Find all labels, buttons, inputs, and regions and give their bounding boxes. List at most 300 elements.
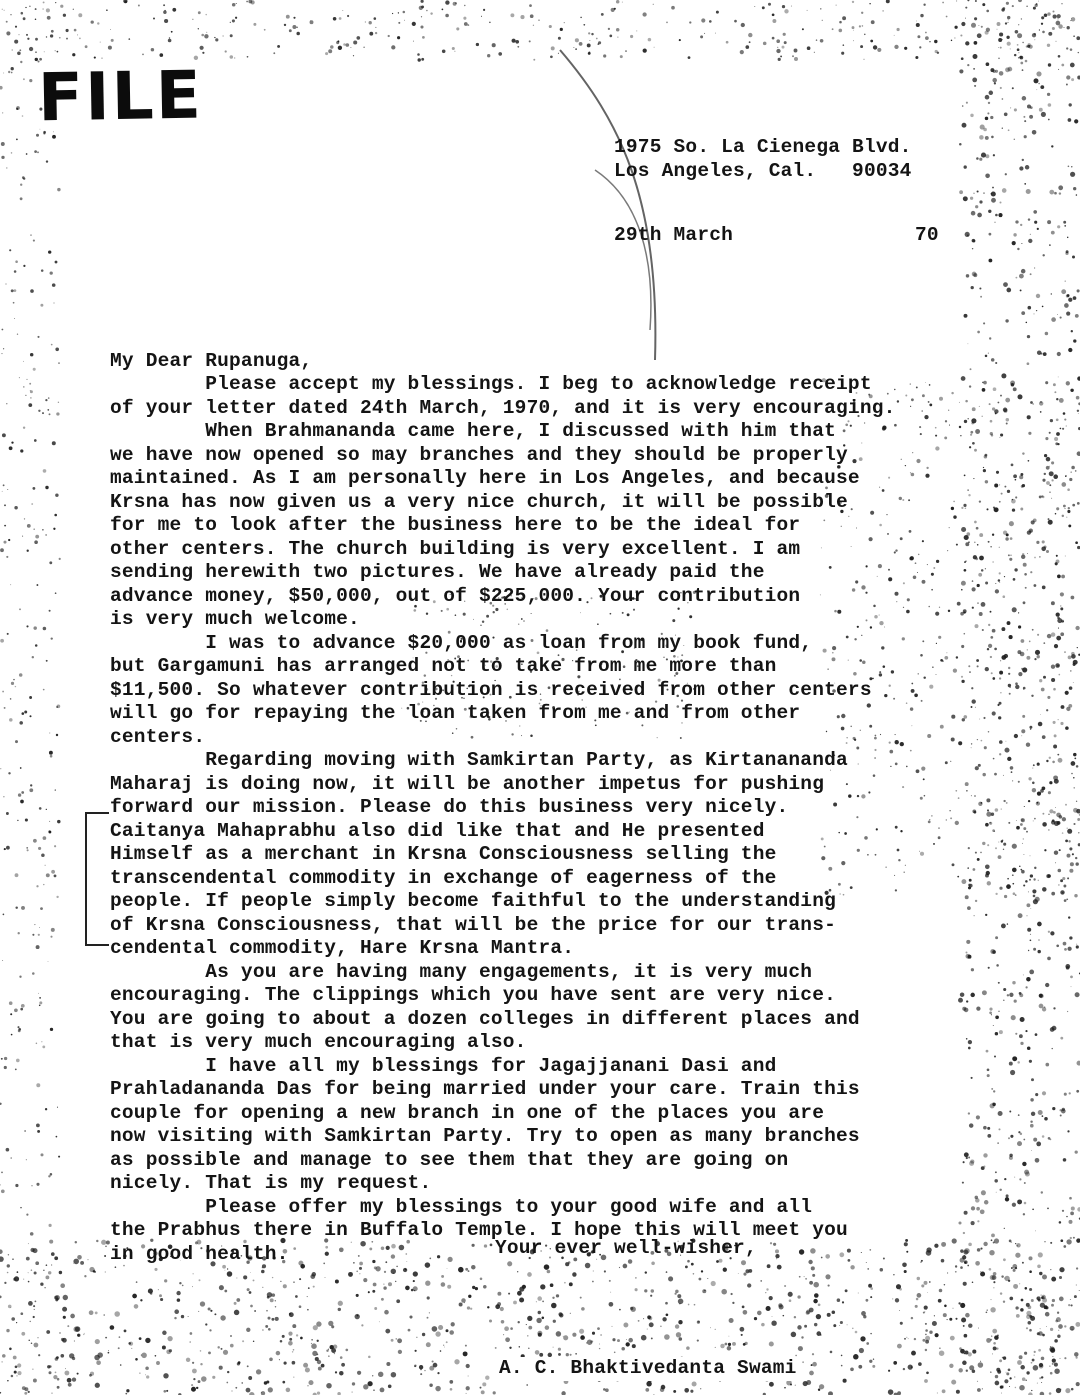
noise-speck — [1057, 14, 1061, 18]
noise-speck — [974, 17, 977, 20]
noise-speck — [536, 1301, 537, 1302]
noise-speck — [1006, 884, 1011, 889]
noise-speck — [826, 731, 827, 732]
noise-speck — [73, 1259, 79, 1265]
noise-speck — [1070, 1237, 1072, 1239]
noise-speck — [775, 1254, 779, 1258]
noise-speck — [894, 45, 898, 49]
noise-speck — [1029, 115, 1033, 119]
noise-speck — [551, 1303, 557, 1309]
noise-speck — [976, 659, 979, 662]
noise-speck — [379, 1321, 380, 1322]
noise-speck — [15, 906, 17, 908]
noise-speck — [21, 1004, 25, 1008]
noise-speck — [1064, 1357, 1066, 1359]
noise-speck — [969, 879, 972, 882]
noise-speck — [311, 1343, 312, 1344]
noise-speck — [924, 1311, 925, 1312]
noise-speck — [50, 271, 53, 274]
noise-speck — [35, 18, 37, 20]
noise-speck — [19, 49, 21, 51]
noise-speck — [28, 1243, 29, 1244]
noise-speck — [311, 1343, 317, 1349]
noise-speck — [984, 746, 987, 749]
noise-speck — [372, 1375, 373, 1376]
noise-speck — [938, 1299, 942, 1303]
noise-speck — [988, 353, 989, 354]
noise-speck — [44, 51, 45, 52]
noise-speck — [44, 1287, 45, 1288]
noise-speck — [1055, 807, 1056, 808]
noise-speck — [945, 761, 948, 764]
noise-speck — [220, 1315, 225, 1320]
noise-speck — [1076, 1357, 1078, 1359]
noise-speck — [28, 1301, 33, 1306]
noise-speck — [188, 1316, 189, 1317]
noise-speck — [268, 1328, 271, 1331]
noise-speck — [480, 1278, 483, 1281]
noise-speck — [141, 1353, 147, 1359]
noise-speck — [665, 1302, 668, 1305]
noise-speck — [966, 952, 968, 954]
noise-speck — [452, 732, 454, 734]
noise-speck — [561, 1391, 565, 1395]
noise-speck — [1016, 820, 1017, 821]
noise-speck — [246, 1328, 250, 1332]
noise-speck — [230, 1335, 232, 1337]
noise-speck — [1052, 1107, 1055, 1110]
noise-speck — [1021, 269, 1026, 274]
noise-speck — [993, 1090, 995, 1092]
noise-speck — [1057, 443, 1059, 445]
noise-speck — [8, 1305, 12, 1309]
noise-speck — [1010, 766, 1014, 770]
noise-speck — [583, 24, 585, 26]
noise-speck — [867, 703, 871, 707]
noise-speck — [622, 2, 623, 3]
noise-speck — [1012, 868, 1017, 873]
noise-speck — [413, 1286, 418, 1291]
noise-speck — [980, 1271, 985, 1276]
noise-speck — [383, 1286, 386, 1289]
noise-speck — [989, 1250, 994, 1255]
noise-speck — [225, 50, 227, 52]
noise-speck — [1066, 250, 1069, 253]
noise-speck — [1024, 135, 1027, 138]
noise-speck — [1039, 1363, 1043, 1367]
noise-speck — [1001, 923, 1006, 928]
noise-speck — [1006, 1194, 1009, 1197]
noise-speck — [1019, 1355, 1023, 1359]
noise-speck — [772, 1316, 773, 1317]
noise-speck — [726, 41, 729, 44]
noise-speck — [230, 34, 233, 37]
noise-speck — [775, 1249, 779, 1253]
noise-speck — [1063, 221, 1066, 224]
noise-speck — [100, 42, 101, 43]
noise-speck — [1008, 1368, 1011, 1371]
noise-speck — [1064, 651, 1065, 652]
noise-speck — [1016, 826, 1020, 830]
noise-speck — [91, 20, 94, 23]
noise-speck — [697, 1340, 699, 1342]
noise-speck — [292, 1324, 296, 1328]
noise-speck — [1037, 763, 1040, 766]
noise-speck — [94, 1270, 95, 1271]
noise-speck — [897, 1391, 901, 1395]
noise-speck — [1009, 1297, 1013, 1301]
noise-speck — [547, 1270, 551, 1274]
noise-speck — [1068, 656, 1072, 660]
noise-speck — [999, 1359, 1002, 1362]
noise-speck — [1020, 508, 1023, 511]
noise-speck — [35, 1301, 37, 1303]
noise-speck — [235, 1387, 237, 1389]
noise-speck — [605, 1388, 609, 1392]
noise-speck — [999, 484, 1000, 485]
noise-speck — [17, 1371, 21, 1375]
noise-speck — [960, 1303, 965, 1308]
noise-speck — [385, 1261, 387, 1263]
noise-speck — [1030, 874, 1033, 877]
noise-speck — [455, 614, 457, 616]
noise-speck — [929, 1330, 932, 1333]
noise-speck — [575, 48, 577, 50]
noise-speck — [985, 480, 988, 483]
noise-speck — [609, 35, 612, 38]
noise-speck — [1005, 319, 1008, 322]
noise-speck — [29, 1340, 30, 1341]
noise-speck — [1020, 473, 1023, 476]
noise-speck — [51, 870, 55, 874]
noise-speck — [55, 2, 56, 3]
noise-speck — [422, 1333, 425, 1336]
noise-speck — [19, 673, 23, 677]
noise-speck — [1018, 52, 1019, 53]
noise-speck — [1003, 843, 1006, 846]
noise-speck — [685, 1265, 688, 1268]
noise-speck — [318, 1367, 322, 1371]
noise-speck — [15, 740, 18, 743]
noise-speck — [975, 900, 977, 902]
noise-speck — [965, 41, 969, 45]
noise-speck — [1039, 1004, 1044, 1009]
noise-speck — [619, 1267, 620, 1268]
noise-speck — [1069, 1197, 1072, 1200]
noise-speck — [984, 455, 988, 459]
noise-speck — [11, 1317, 15, 1321]
noise-speck — [1038, 1, 1039, 2]
noise-speck — [326, 1383, 332, 1389]
noise-speck — [430, 12, 432, 14]
noise-speck — [969, 671, 971, 673]
noise-speck — [994, 222, 995, 223]
noise-speck — [353, 40, 357, 44]
noise-speck — [915, 57, 916, 58]
noise-speck — [841, 52, 844, 55]
noise-speck — [1002, 98, 1004, 100]
noise-speck — [397, 36, 400, 39]
noise-speck — [1040, 789, 1044, 793]
noise-speck — [66, 38, 68, 40]
noise-speck — [58, 362, 60, 364]
noise-speck — [39, 1001, 42, 1004]
noise-speck — [442, 50, 446, 54]
noise-speck — [892, 1298, 893, 1299]
noise-speck — [12, 1259, 13, 1260]
noise-speck — [732, 1342, 736, 1346]
noise-speck — [540, 1284, 545, 1289]
noise-speck — [987, 881, 991, 885]
noise-speck — [649, 1322, 654, 1327]
noise-speck — [489, 1319, 492, 1322]
noise-speck — [54, 514, 57, 517]
noise-speck — [980, 1209, 985, 1214]
noise-speck — [626, 1339, 627, 1340]
noise-speck — [608, 28, 610, 30]
noise-speck — [581, 1307, 585, 1311]
noise-speck — [895, 1298, 899, 1302]
noise-speck — [489, 22, 490, 23]
noise-speck — [960, 34, 962, 36]
noise-speck — [236, 1278, 237, 1279]
noise-speck — [679, 39, 681, 41]
noise-speck — [1023, 827, 1026, 830]
noise-speck — [8, 71, 10, 73]
noise-speck — [999, 71, 1004, 76]
noise-speck — [49, 1240, 53, 1244]
noise-speck — [1055, 562, 1058, 565]
noise-speck — [507, 609, 509, 611]
noise-speck — [359, 1262, 363, 1266]
noise-speck — [413, 1280, 415, 1282]
noise-speck — [777, 47, 778, 48]
noise-speck — [741, 23, 745, 27]
noise-speck — [1067, 1130, 1069, 1132]
noise-speck — [963, 609, 967, 613]
noise-speck — [34, 924, 35, 925]
noise-speck — [1044, 1006, 1046, 1008]
noise-speck — [981, 1166, 985, 1170]
noise-speck — [617, 1339, 620, 1342]
noise-speck — [572, 1272, 576, 1276]
noise-speck — [549, 25, 552, 28]
noise-speck — [1014, 54, 1016, 56]
body-line: people. If people simply become faithful to the understanding — [110, 890, 837, 912]
noise-speck — [1009, 558, 1012, 561]
noise-speck — [894, 875, 895, 876]
noise-speck — [935, 427, 937, 429]
noise-speck — [908, 1338, 909, 1339]
noise-speck — [1069, 936, 1072, 939]
noise-speck — [971, 795, 972, 796]
noise-speck — [972, 587, 976, 591]
noise-speck — [987, 1310, 988, 1311]
noise-speck — [907, 598, 910, 601]
noise-speck — [1025, 587, 1027, 589]
noise-speck — [990, 611, 992, 613]
noise-speck — [842, 1301, 844, 1303]
noise-speck — [443, 1345, 444, 1346]
noise-speck — [965, 7, 967, 9]
noise-speck — [529, 4, 532, 7]
noise-speck — [978, 1328, 979, 1329]
noise-speck — [412, 22, 416, 26]
noise-speck — [974, 542, 976, 544]
noise-speck — [1053, 383, 1056, 386]
noise-speck — [777, 1265, 782, 1270]
noise-speck — [335, 1371, 337, 1373]
noise-speck — [515, 40, 519, 44]
noise-speck — [490, 1244, 493, 1247]
noise-speck — [9, 1348, 12, 1351]
noise-speck — [267, 1292, 272, 1297]
noise-speck — [983, 322, 985, 324]
address-line-1: 1975 So. La Cienega Blvd. — [614, 136, 912, 158]
noise-speck — [776, 39, 780, 43]
noise-speck — [989, 1008, 992, 1011]
noise-speck — [342, 10, 343, 11]
noise-speck — [481, 16, 482, 17]
noise-speck — [943, 1313, 947, 1317]
noise-speck — [741, 1334, 743, 1336]
noise-speck — [680, 737, 682, 739]
noise-speck — [464, 1302, 465, 1303]
noise-speck — [1013, 1284, 1018, 1289]
noise-speck — [426, 10, 428, 12]
noise-speck — [1069, 478, 1072, 481]
noise-speck — [363, 1278, 367, 1282]
body-line: Prahladananda Das for being married under your care. Train this — [110, 1078, 860, 1100]
noise-speck — [821, 837, 824, 840]
noise-speck — [421, 58, 424, 61]
noise-speck — [951, 40, 952, 41]
noise-speck — [1004, 409, 1008, 413]
noise-speck — [1003, 1258, 1006, 1261]
noise-speck — [378, 1372, 383, 1377]
noise-speck — [1053, 688, 1056, 691]
noise-speck — [949, 810, 950, 811]
noise-speck — [508, 1293, 510, 1295]
noise-speck — [493, 1391, 496, 1394]
noise-speck — [961, 645, 964, 648]
body-line: as possible and manage to see them that they are going on — [110, 1148, 789, 1171]
noise-speck — [968, 1047, 971, 1050]
noise-speck — [803, 1381, 808, 1386]
noise-speck — [993, 1287, 994, 1288]
noise-speck — [989, 337, 991, 339]
noise-speck — [1012, 1056, 1017, 1061]
noise-speck — [853, 40, 854, 41]
noise-speck — [989, 822, 992, 825]
noise-speck — [1028, 218, 1030, 220]
noise-speck — [870, 1333, 871, 1334]
noise-speck — [857, 626, 859, 628]
noise-speck — [217, 1346, 219, 1348]
noise-speck — [1060, 879, 1063, 882]
noise-speck — [17, 820, 18, 821]
noise-speck — [30, 1232, 34, 1236]
noise-speck — [1034, 1351, 1036, 1353]
noise-speck — [1062, 832, 1064, 834]
noise-speck — [1013, 578, 1016, 581]
noise-speck — [1049, 781, 1052, 784]
noise-speck — [959, 143, 962, 146]
noise-speck — [464, 22, 468, 26]
noise-speck — [877, 576, 878, 577]
noise-speck — [895, 763, 898, 766]
noise-speck — [814, 1323, 817, 1326]
noise-speck — [1060, 1115, 1062, 1117]
noise-speck — [847, 1324, 848, 1325]
noise-speck — [1076, 396, 1080, 400]
noise-speck — [966, 274, 969, 277]
noise-speck — [1009, 1386, 1010, 1387]
noise-speck — [556, 1294, 559, 1297]
noise-speck — [778, 1303, 782, 1307]
noise-speck — [11, 682, 14, 685]
noise-speck — [1001, 373, 1006, 378]
noise-speck — [980, 296, 982, 298]
noise-speck — [662, 1317, 666, 1321]
noise-speck — [740, 50, 744, 54]
noise-speck — [1003, 1301, 1005, 1303]
noise-speck — [728, 1343, 731, 1346]
noise-speck — [1060, 428, 1062, 430]
noise-speck — [860, 1336, 865, 1341]
noise-speck — [59, 1332, 60, 1333]
noise-speck — [931, 589, 933, 591]
noise-speck — [94, 1271, 96, 1273]
noise-speck — [231, 1390, 232, 1391]
noise-speck — [597, 623, 599, 625]
noise-speck — [1052, 761, 1055, 764]
noise-speck — [42, 8, 44, 10]
noise-speck — [876, 828, 878, 830]
noise-speck — [910, 383, 911, 384]
noise-speck — [972, 407, 976, 411]
noise-speck — [813, 1299, 817, 1303]
noise-speck — [612, 1338, 615, 1341]
noise-speck — [308, 1380, 313, 1385]
noise-speck — [128, 1342, 131, 1345]
noise-speck — [966, 1370, 968, 1372]
noise-speck — [989, 91, 993, 95]
noise-speck — [993, 758, 995, 760]
noise-speck — [902, 499, 904, 501]
noise-speck — [626, 1342, 630, 1346]
noise-speck — [657, 737, 658, 738]
noise-speck — [952, 1238, 957, 1243]
noise-speck — [235, 17, 237, 19]
noise-speck — [1014, 139, 1015, 140]
noise-speck — [865, 592, 867, 594]
noise-speck — [889, 741, 891, 743]
noise-speck — [56, 1136, 58, 1138]
noise-speck — [142, 54, 144, 56]
noise-speck — [505, 1337, 510, 1342]
noise-speck — [43, 836, 47, 840]
noise-speck — [1059, 674, 1061, 676]
noise-speck — [1049, 244, 1051, 246]
noise-speck — [997, 402, 999, 404]
noise-speck — [689, 21, 691, 23]
noise-speck — [58, 402, 59, 403]
noise-speck — [1004, 895, 1007, 898]
noise-speck — [839, 1325, 840, 1326]
noise-speck — [998, 38, 1002, 42]
noise-speck — [997, 1142, 998, 1143]
